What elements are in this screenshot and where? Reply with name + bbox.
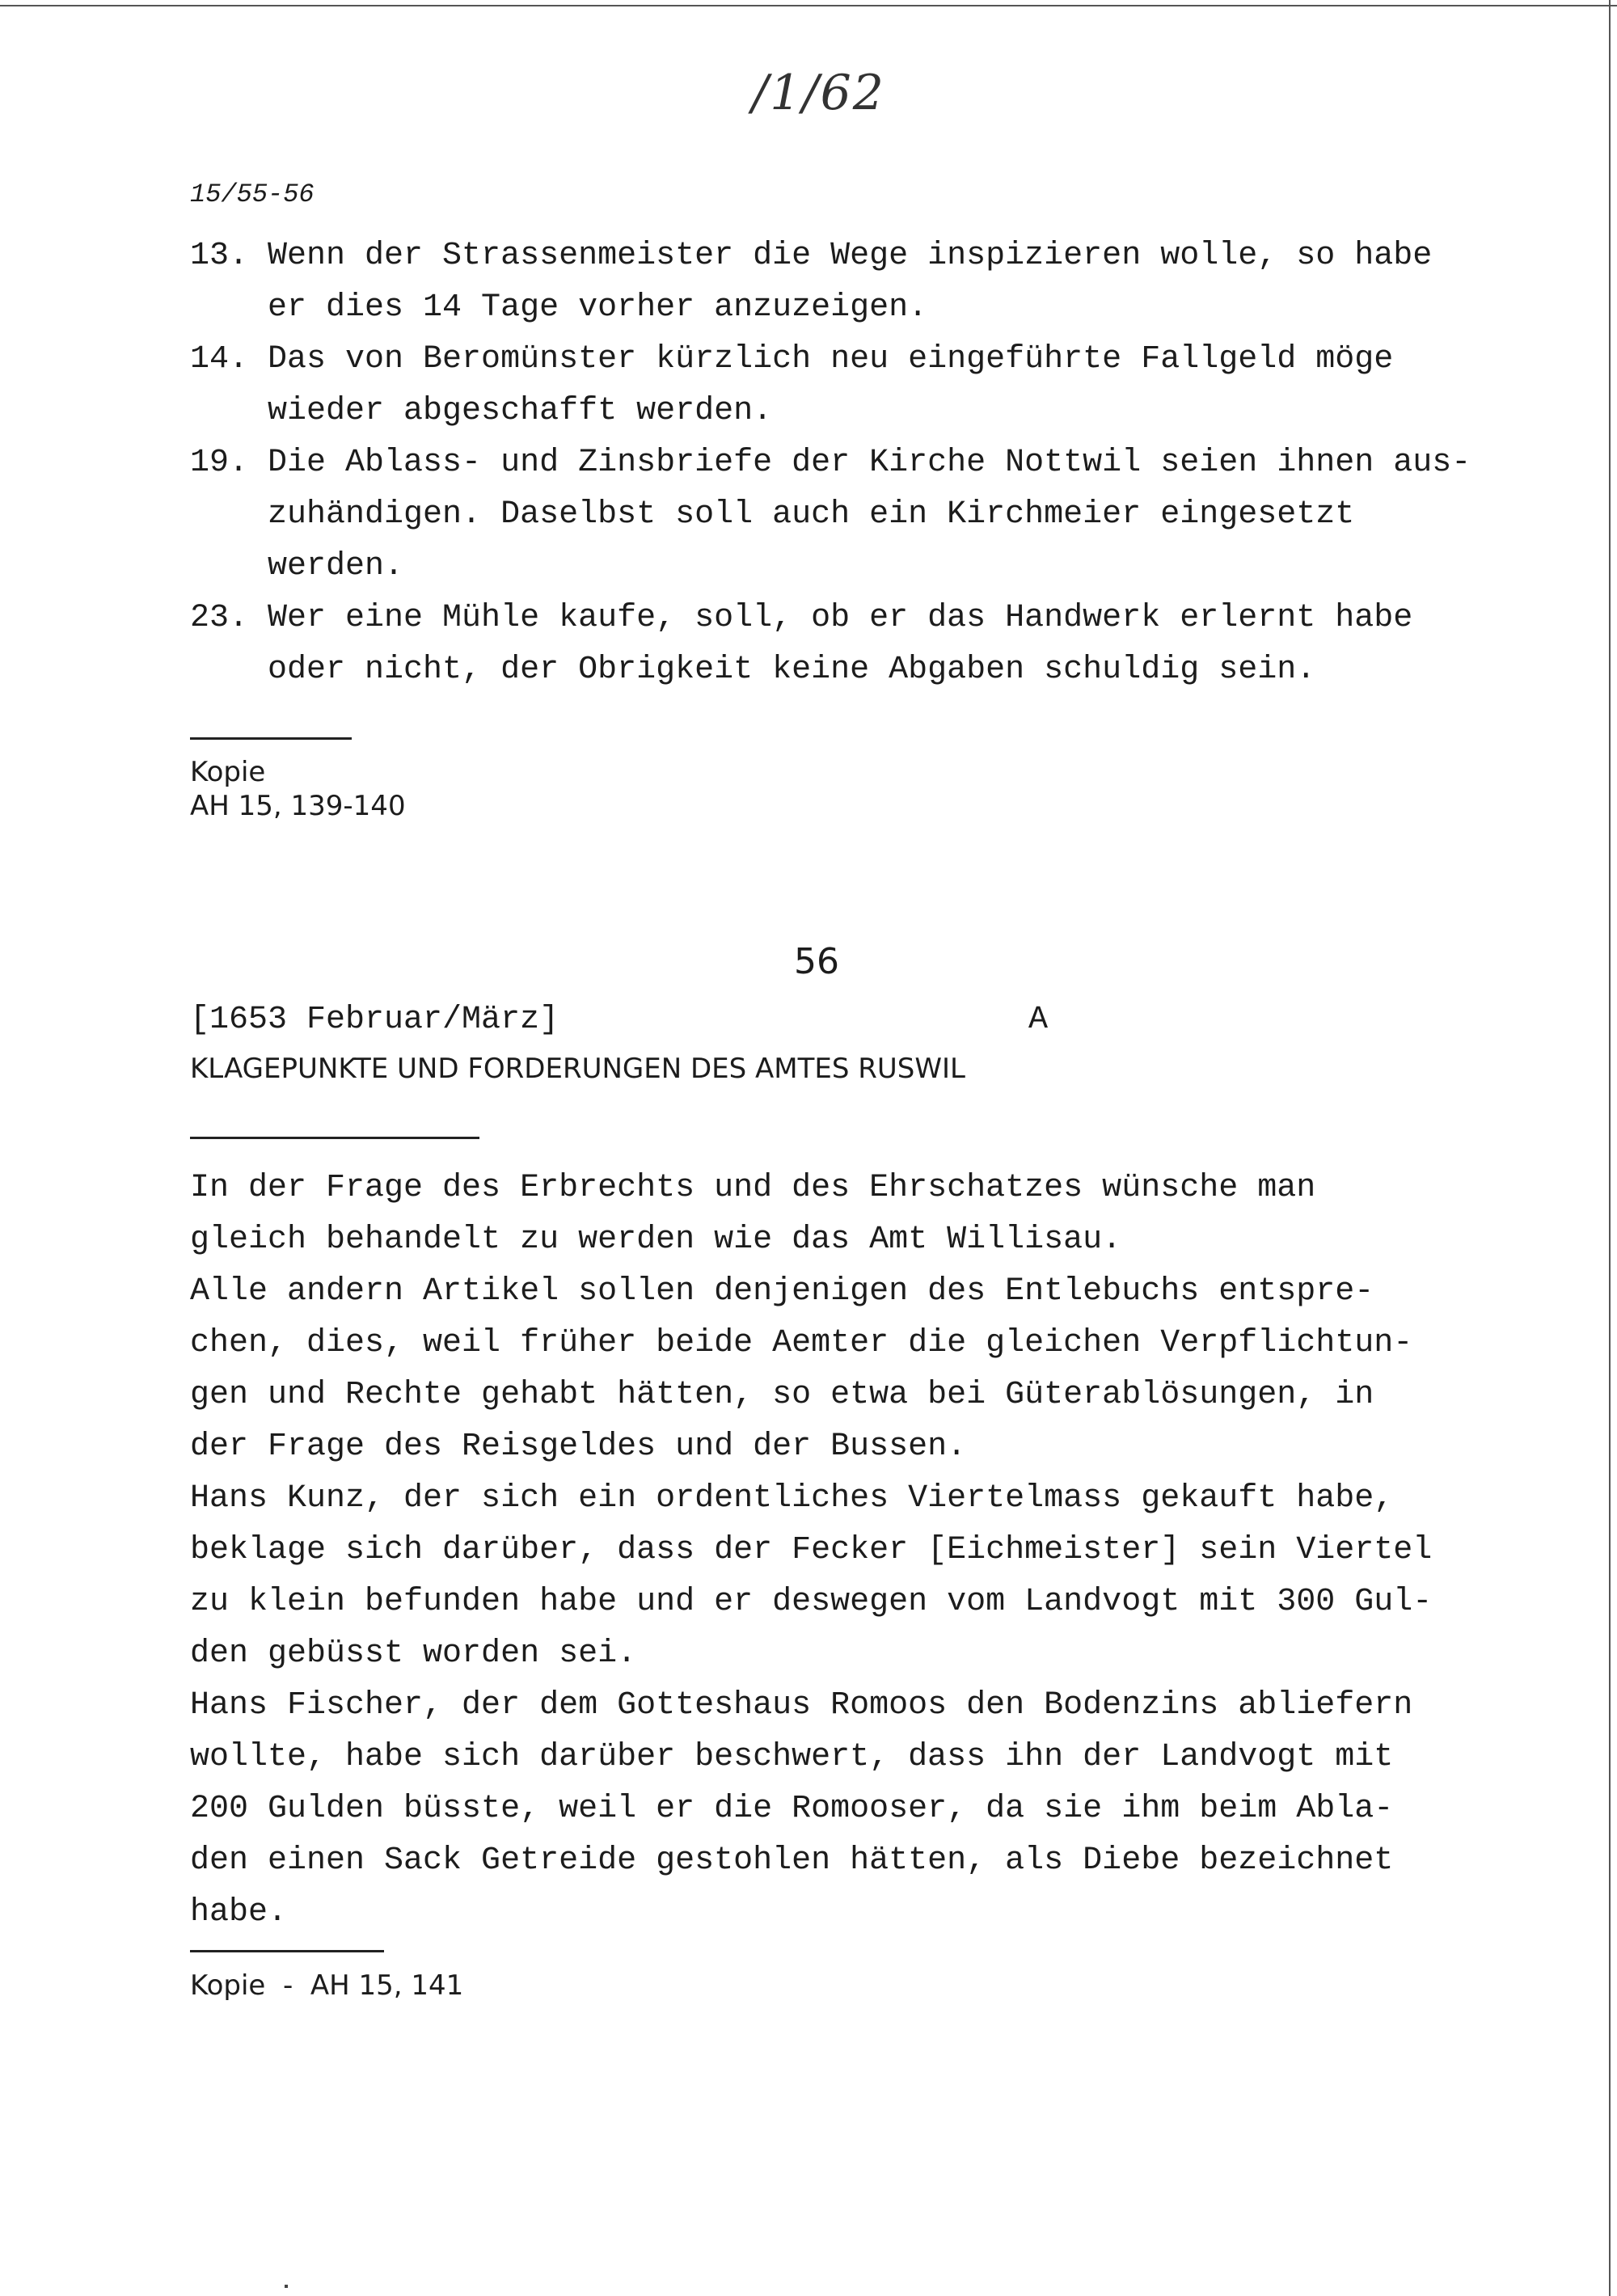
document-date: [1653 Februar/März] [190,1002,559,1038]
reference-number: 15/55-56 [190,179,315,209]
source-2-reference: Kopie - AH 15, 141 [190,1969,464,2002]
item-19-line-3: werden. [190,548,404,585]
body-line-6: der Frage des Reisgeldes und der Bussen. [190,1429,967,1465]
source-1-label: Kopie [190,756,266,788]
body-line-10: den gebüsst worden sei. [190,1635,637,1672]
item-19-line-1: 19. Die Ablass- und Zinsbriefe der Kirche Nottwil seien ihnen aus- [190,445,1471,481]
footnote-divider-1 [190,737,352,740]
document-title: KLAGEPUNKTE UND FORDERUNGEN DES AMTES RUSWIL [190,1053,965,1085]
body-line-12: wollte, habe sich darüber beschwert, dass ihn der Landvogt mit [190,1739,1394,1775]
body-line-3: Alle andern Artikel sollen denjenigen des Entlebuchs entspre- [190,1273,1374,1310]
document-marker: A [1028,1002,1049,1038]
body-line-15: habe. [190,1894,288,1931]
document-number: 56 [794,941,839,982]
scan-edge-top [0,5,1617,6]
item-13-line-2: er dies 14 Tage vorher anzuzeigen. [190,289,928,326]
body-line-9: zu klein befunden habe und er deswegen vom Landvogt mit 300 Gul- [190,1584,1433,1620]
item-13-line-1: 13. Wenn der Strassenmeister die Wege inspizieren wolle, so habe [190,238,1433,274]
body-line-1: In der Frage des Erbrechts und des Ehrschatzes wünsche man [190,1170,1316,1206]
handwritten-page-number: /1/62 [752,65,885,121]
scan-edge-right [1609,0,1611,2296]
item-23-line-1: 23. Wer eine Mühle kaufe, soll, ob er das Handwerk erlernt habe [190,600,1413,636]
body-line-7: Hans Kunz, der sich ein ordentliches Viertelmass gekauft habe, [190,1480,1394,1517]
body-line-11: Hans Fischer, der dem Gotteshaus Romoos den Bodenzins abliefern [190,1687,1413,1724]
body-line-5: gen und Rechte gehabt hätten, so etwa bei Güterablösungen, in [190,1377,1374,1413]
footnote-divider-2 [190,1950,384,1952]
title-divider [190,1137,479,1139]
item-23-line-2: oder nicht, der Obrigkeit keine Abgaben schuldig sein. [190,652,1316,688]
source-1-reference: AH 15, 139-140 [190,790,406,822]
body-line-13: 200 Gulden büsste, weil er die Romooser, da sie ihm beim Abla- [190,1791,1394,1827]
item-14-line-2: wieder abgeschafft werden. [190,393,773,429]
scan-speck [285,2285,288,2288]
body-line-8: beklage sich darüber, dass der Fecker [Eichmeister] sein Viertel [190,1532,1433,1568]
body-line-14: den einen Sack Getreide gestohlen hätten, als Diebe bezeichnet [190,1842,1394,1879]
item-14-line-1: 14. Das von Beromünster kürzlich neu eingeführte Fallgeld möge [190,341,1394,378]
item-19-line-2: zuhändigen. Daselbst soll auch ein Kirchmeier eingesetzt [190,496,1355,533]
body-line-2: gleich behandelt zu werden wie das Amt Willisau. [190,1222,1122,1258]
body-line-4: chen, dies, weil früher beide Aemter die gleichen Verpflichtun- [190,1325,1413,1361]
